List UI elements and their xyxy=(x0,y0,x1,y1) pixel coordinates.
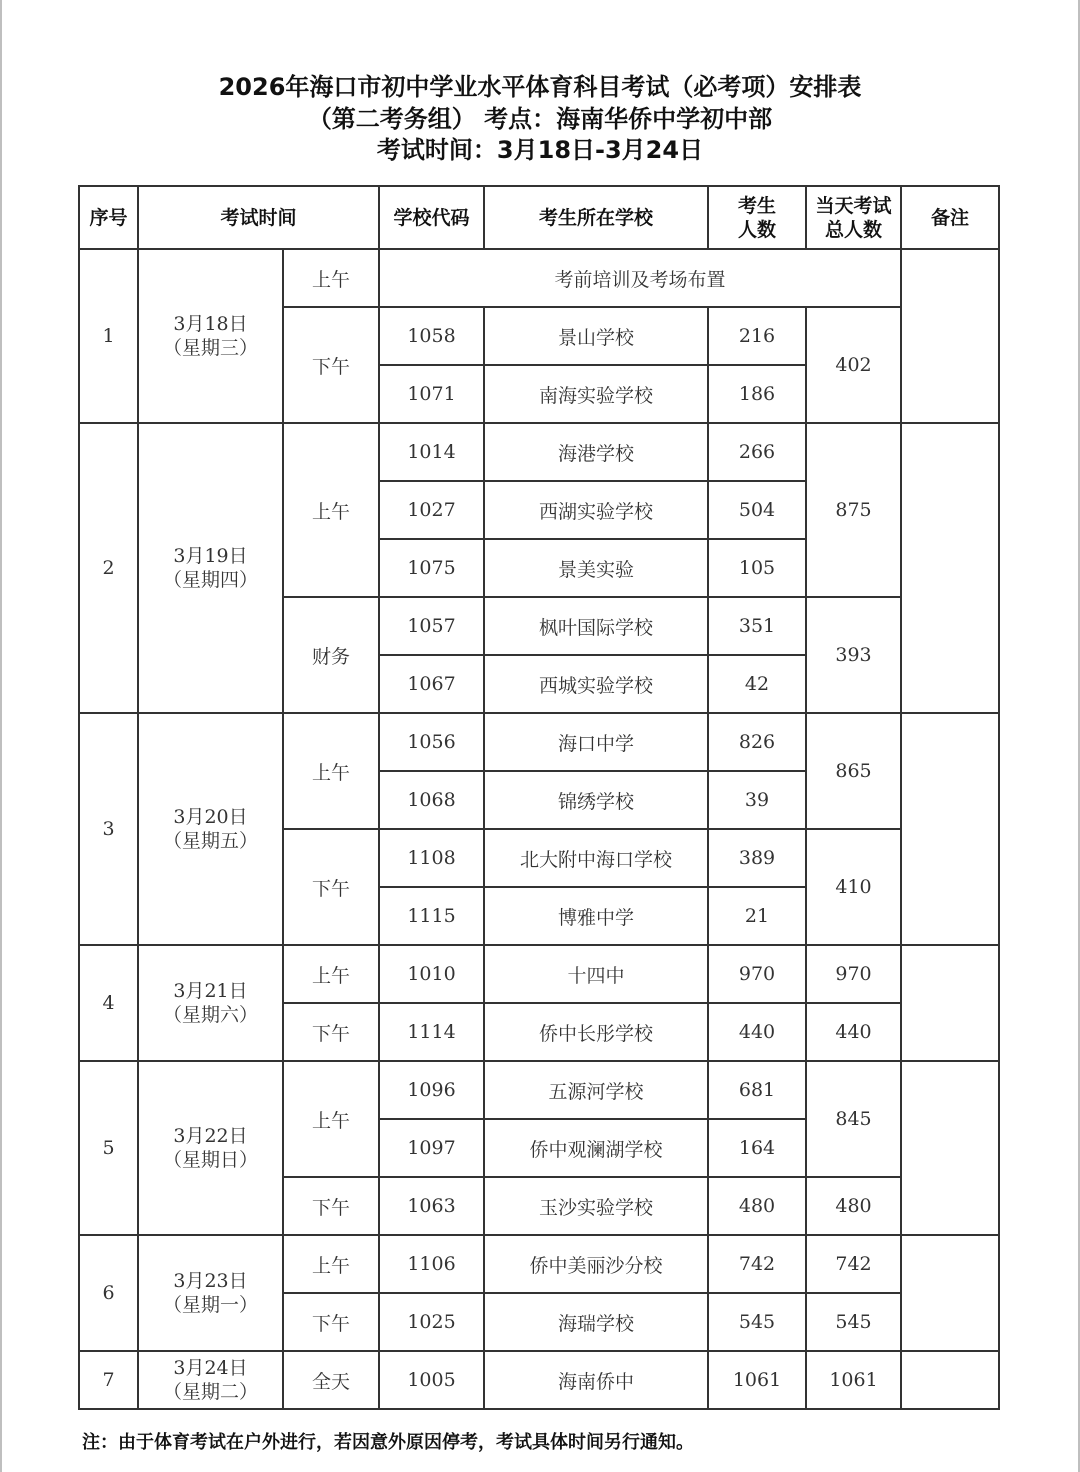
school-cell: 西城实验学校 xyxy=(484,655,708,713)
total-cell: 393 xyxy=(806,597,901,713)
school-cell: 博雅中学 xyxy=(484,887,708,945)
code-cell: 1063 xyxy=(379,1177,484,1235)
school-cell: 海口中学 xyxy=(484,713,708,771)
count-cell: 42 xyxy=(708,655,806,713)
count-cell: 970 xyxy=(708,945,806,1003)
header-note: 备注 xyxy=(901,186,999,249)
date-cell: 3月24日 （星期二） xyxy=(138,1351,283,1409)
date-cell: 3月18日 （星期三） xyxy=(138,249,283,423)
document-subtitle-dates: 考试时间：3月18日-3月24日 xyxy=(376,136,704,164)
seq-cell: 3 xyxy=(79,713,138,945)
header-exam-time: 考试时间 xyxy=(138,186,379,249)
note-cell xyxy=(901,423,999,713)
table-row xyxy=(79,1235,999,1293)
note-cell xyxy=(901,249,999,423)
code-cell: 1115 xyxy=(379,887,484,945)
count-cell: 681 xyxy=(708,1061,806,1119)
school-cell: 侨中观澜湖学校 xyxy=(484,1119,708,1177)
prep-cell: 考前培训及考场布置 xyxy=(379,249,901,307)
session-cell: 下午 xyxy=(283,307,379,423)
date-cell: 3月19日 （星期四） xyxy=(138,423,283,713)
total-cell: 875 xyxy=(806,423,901,597)
count-cell: 186 xyxy=(708,365,806,423)
seq-cell: 1 xyxy=(79,249,138,423)
code-cell: 1068 xyxy=(379,771,484,829)
note-cell xyxy=(901,1235,999,1351)
school-cell: 玉沙实验学校 xyxy=(484,1177,708,1235)
session-cell: 上午 xyxy=(283,1061,379,1177)
table-header-row xyxy=(79,186,999,249)
school-cell: 海南侨中 xyxy=(484,1351,708,1409)
session-cell: 上午 xyxy=(283,423,379,597)
count-cell: 351 xyxy=(708,597,806,655)
code-cell: 1096 xyxy=(379,1061,484,1119)
code-cell: 1075 xyxy=(379,539,484,597)
seq-cell: 4 xyxy=(79,945,138,1061)
count-cell: 440 xyxy=(708,1003,806,1061)
code-cell: 1071 xyxy=(379,365,484,423)
count-cell: 164 xyxy=(708,1119,806,1177)
count-cell: 21 xyxy=(708,887,806,945)
header-school-code: 学校代码 xyxy=(379,186,484,249)
seq-cell: 5 xyxy=(79,1061,138,1235)
date-cell: 3月20日 （星期五） xyxy=(138,713,283,945)
session-cell: 财务 xyxy=(283,597,379,713)
count-cell: 389 xyxy=(708,829,806,887)
header-school: 考生所在学校 xyxy=(484,186,708,249)
count-cell: 504 xyxy=(708,481,806,539)
count-cell: 826 xyxy=(708,713,806,771)
seq-cell: 6 xyxy=(79,1235,138,1351)
school-cell: 海瑞学校 xyxy=(484,1293,708,1351)
session-cell: 下午 xyxy=(283,1293,379,1351)
count-cell: 1061 xyxy=(708,1351,806,1409)
school-cell: 侨中长彤学校 xyxy=(484,1003,708,1061)
total-cell: 440 xyxy=(806,1003,901,1061)
school-cell: 锦绣学校 xyxy=(484,771,708,829)
document-subtitle-venue: （第二考务组） 考点：海南华侨中学初中部 xyxy=(307,105,773,133)
session-cell: 下午 xyxy=(283,1003,379,1061)
school-cell: 景美实验 xyxy=(484,539,708,597)
code-cell: 1067 xyxy=(379,655,484,713)
table-row xyxy=(79,1351,999,1409)
code-cell: 1056 xyxy=(379,713,484,771)
seq-cell: 7 xyxy=(79,1351,138,1409)
school-cell: 枫叶国际学校 xyxy=(484,597,708,655)
total-cell: 545 xyxy=(806,1293,901,1351)
total-cell: 970 xyxy=(806,945,901,1003)
note-cell xyxy=(901,713,999,945)
session-cell: 下午 xyxy=(283,829,379,945)
count-cell: 216 xyxy=(708,307,806,365)
table-row xyxy=(79,423,999,481)
table-row xyxy=(79,713,999,771)
school-cell: 景山学校 xyxy=(484,307,708,365)
school-cell: 北大附中海口学校 xyxy=(484,829,708,887)
code-cell: 1025 xyxy=(379,1293,484,1351)
count-cell: 266 xyxy=(708,423,806,481)
code-cell: 1106 xyxy=(379,1235,484,1293)
footnote: 注：由于体育考试在户外进行，若因意外原因停考，考试具体时间另行通知。 xyxy=(82,1432,694,1453)
count-cell: 39 xyxy=(708,771,806,829)
code-cell: 1014 xyxy=(379,423,484,481)
count-cell: 105 xyxy=(708,539,806,597)
header-seq: 序号 xyxy=(79,186,138,249)
total-cell: 845 xyxy=(806,1061,901,1177)
note-cell xyxy=(901,1061,999,1235)
count-cell: 480 xyxy=(708,1177,806,1235)
total-cell: 865 xyxy=(806,713,901,829)
header-student-count: 考生 人数 xyxy=(708,186,806,249)
page-border-left xyxy=(0,0,2,1472)
session-cell: 下午 xyxy=(283,1177,379,1235)
code-cell: 1114 xyxy=(379,1003,484,1061)
table-row xyxy=(79,249,999,307)
code-cell: 1097 xyxy=(379,1119,484,1177)
session-cell: 上午 xyxy=(283,713,379,829)
date-cell: 3月23日 （星期一） xyxy=(138,1235,283,1351)
total-cell: 410 xyxy=(806,829,901,945)
session-cell: 上午 xyxy=(283,249,379,307)
code-cell: 1057 xyxy=(379,597,484,655)
school-cell: 海港学校 xyxy=(484,423,708,481)
total-cell: 402 xyxy=(806,307,901,423)
school-cell: 西湖实验学校 xyxy=(484,481,708,539)
note-cell xyxy=(901,1351,999,1409)
document-title: 2026年海口市初中学业水平体育科目考试（必考项）安排表 xyxy=(218,73,862,101)
header-daily-total: 当天考试 总人数 xyxy=(806,186,901,249)
school-cell: 五源河学校 xyxy=(484,1061,708,1119)
code-cell: 1027 xyxy=(379,481,484,539)
session-cell: 上午 xyxy=(283,945,379,1003)
table-row xyxy=(79,945,999,1003)
note-cell xyxy=(901,945,999,1061)
total-cell: 1061 xyxy=(806,1351,901,1409)
code-cell: 1108 xyxy=(379,829,484,887)
school-cell: 南海实验学校 xyxy=(484,365,708,423)
seq-cell: 2 xyxy=(79,423,138,713)
table-row xyxy=(79,1061,999,1119)
code-cell: 1005 xyxy=(379,1351,484,1409)
code-cell: 1058 xyxy=(379,307,484,365)
total-cell: 742 xyxy=(806,1235,901,1293)
schedule-table xyxy=(78,185,1000,1410)
count-cell: 742 xyxy=(708,1235,806,1293)
session-cell: 上午 xyxy=(283,1235,379,1293)
date-cell: 3月22日 （星期日） xyxy=(138,1061,283,1235)
school-cell: 十四中 xyxy=(484,945,708,1003)
code-cell: 1010 xyxy=(379,945,484,1003)
count-cell: 545 xyxy=(708,1293,806,1351)
session-cell: 全天 xyxy=(283,1351,379,1409)
total-cell: 480 xyxy=(806,1177,901,1235)
school-cell: 侨中美丽沙分校 xyxy=(484,1235,708,1293)
date-cell: 3月21日 （星期六） xyxy=(138,945,283,1061)
